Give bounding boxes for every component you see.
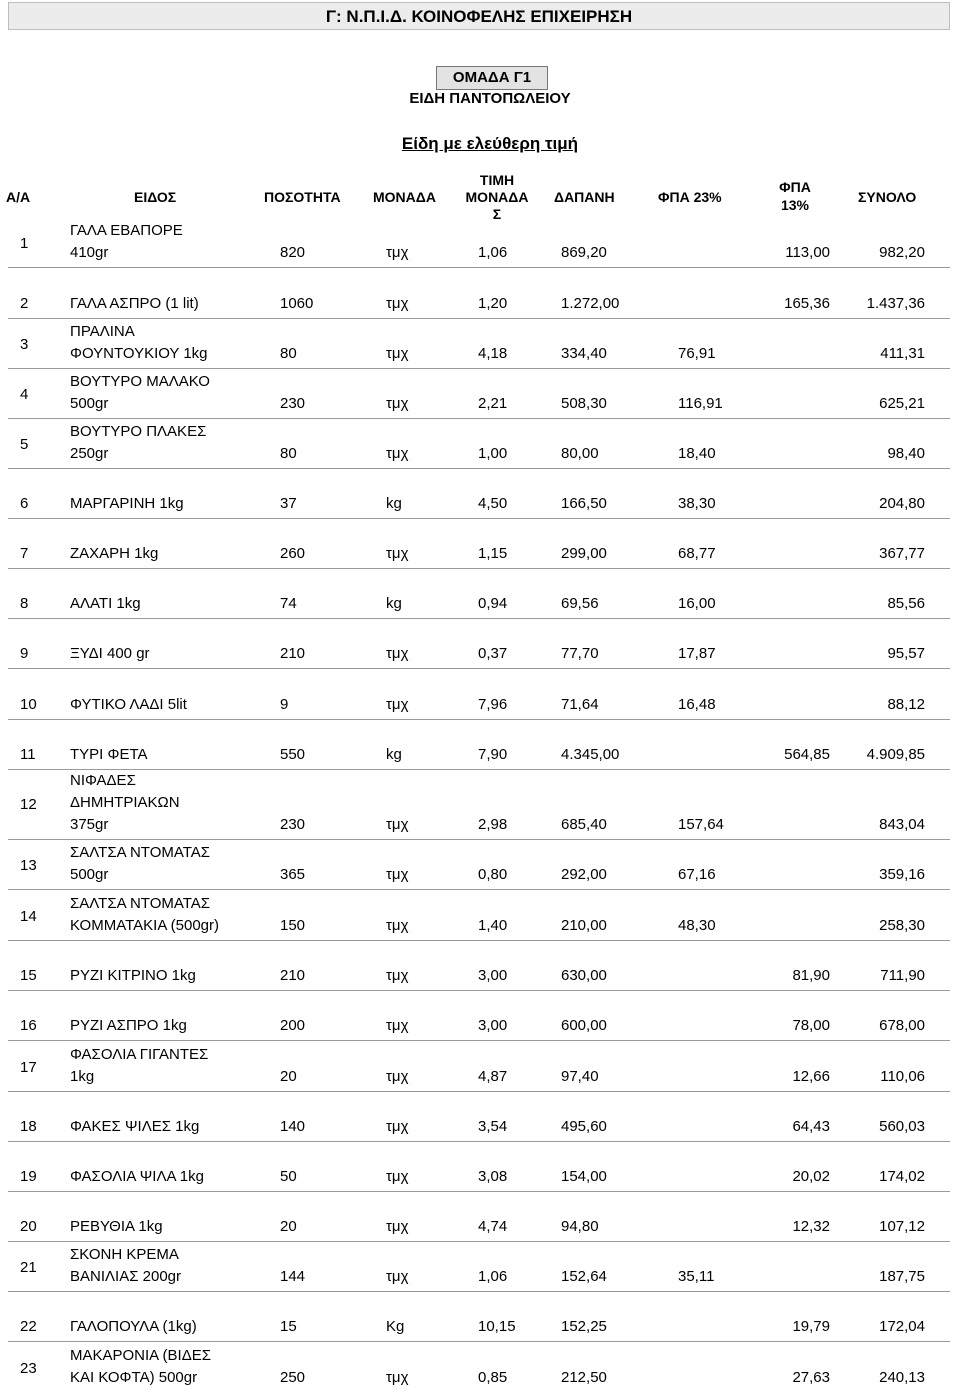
group-label: ΟΜΑΔΑ Γ1 [436, 66, 548, 90]
vat23-value: 18,40 [678, 445, 716, 462]
unit-value: Kg [386, 1318, 405, 1335]
row-number: 14 [20, 908, 37, 925]
row-number: 2 [20, 295, 29, 312]
row-divider [8, 618, 950, 619]
item-name-line: ΖΑΧΑΡΗ 1kg [70, 545, 159, 562]
total-value: 678,00 [879, 1017, 925, 1034]
unit-price-value: 7,90 [478, 746, 508, 763]
expense-value: 508,30 [561, 395, 607, 412]
row-divider [8, 1341, 950, 1342]
expense-value: 80,00 [561, 445, 599, 462]
vat23-value: 17,87 [678, 645, 716, 662]
quantity-value: 140 [280, 1118, 306, 1135]
unit-value: τμχ [386, 1369, 409, 1386]
quantity-value: 150 [280, 917, 306, 934]
unit-price-value: 4,50 [478, 495, 508, 512]
unit-price-value: 0,80 [478, 866, 508, 883]
unit-price-value: 4,87 [478, 1068, 508, 1085]
row-number: 19 [20, 1168, 37, 1185]
expense-value: 4.345,00 [561, 746, 620, 763]
item-name-line: ΝΙΦΑΔΕΣ [70, 772, 136, 789]
row-divider [8, 1291, 950, 1292]
row-number: 3 [20, 336, 29, 353]
total-value: 258,30 [879, 917, 925, 934]
unit-price-value: 1,00 [478, 445, 508, 462]
item-name-line: 375gr [70, 816, 109, 833]
row-divider [8, 1141, 950, 1142]
quantity-value: 50 [280, 1168, 297, 1185]
unit-price-value: 10,15 [478, 1318, 516, 1335]
expense-value: 1.272,00 [561, 295, 620, 312]
item-name-line: ΓΑΛΟΠΟΥΛΑ (1kg) [70, 1318, 197, 1335]
col-price-l2: ΜΟΝΑΔΑ [465, 189, 529, 205]
item-name-line: ΒΟΥΤΥΡΟ ΜΑΛΑΚΟ [70, 373, 210, 390]
item-name-line: ΡΥΖΙ ΚΙΤΡΙΝΟ 1kg [70, 967, 196, 984]
item-name-line: ΔΗΜΗΤΡΙΑΚΩΝ [70, 794, 180, 811]
vat23-value: 48,30 [678, 917, 716, 934]
vat13-value: 78,00 [792, 1017, 830, 1034]
item-name-line: ΤΥΡΙ ΦΕΤΑ [70, 746, 148, 763]
unit-price-value: 3,00 [478, 967, 508, 984]
item-name-line: 500gr [70, 866, 109, 883]
row-divider [8, 368, 950, 369]
quantity-value: 230 [280, 816, 306, 833]
quantity-value: 210 [280, 967, 306, 984]
unit-value: τμχ [386, 917, 409, 934]
quantity-value: 210 [280, 645, 306, 662]
item-name-line: ΦΑΚΕΣ ΨΙΛΕΣ 1kg [70, 1118, 200, 1135]
item-name-line: ΣΑΛΤΣΑ ΝΤΟΜΑΤΑΣ [70, 895, 211, 912]
unit-value: τμχ [386, 545, 409, 562]
unit-value: τμχ [386, 1068, 409, 1085]
col-qty: ΠΟΣΟΤΗΤΑ [264, 189, 341, 205]
unit-price-value: 0,37 [478, 645, 508, 662]
item-name-line: ΓΑΛΑ ΕΒΑΠΟΡΕ [70, 222, 183, 239]
quantity-value: 80 [280, 445, 297, 462]
total-value: 560,03 [879, 1118, 925, 1135]
unit-value: τμχ [386, 696, 409, 713]
item-name-line: ΡΕΒΥΘΙΑ 1kg [70, 1218, 163, 1235]
item-name-line: ΣΚΟΝΗ ΚΡΕΜΑ [70, 1246, 179, 1263]
quantity-value: 550 [280, 746, 306, 763]
row-divider [8, 940, 950, 941]
section-heading: Είδη με ελεύθερη τιμή [401, 134, 579, 153]
unit-value: kg [386, 595, 402, 612]
vat23-value: 116,91 [678, 395, 723, 412]
unit-price-value: 7,96 [478, 696, 508, 713]
expense-value: 334,40 [561, 345, 607, 362]
total-value: 625,21 [879, 395, 925, 412]
item-name-line: ΦΑΣΟΛΙΑ ΓΙΓΑΝΤΕΣ [70, 1046, 209, 1063]
item-name-line: ΜΑΚΑΡΟΝΙΑ (ΒΙΔΕΣ [70, 1347, 211, 1364]
expense-value: 69,56 [561, 595, 599, 612]
unit-price-value: 0,94 [478, 595, 508, 612]
expense-value: 292,00 [561, 866, 607, 883]
item-name-line: ΑΛΑΤΙ 1kg [70, 595, 141, 612]
row-divider [8, 1040, 950, 1041]
quantity-value: 200 [280, 1017, 306, 1034]
unit-price-value: 0,85 [478, 1369, 508, 1386]
col-vat13-l2: 13% [780, 197, 810, 213]
col-vat23: ΦΠΑ 23% [658, 189, 722, 205]
quantity-value: 365 [280, 866, 306, 883]
row-number: 8 [20, 595, 29, 612]
row-number: 16 [20, 1017, 37, 1034]
row-number: 10 [20, 696, 37, 713]
quantity-value: 37 [280, 495, 297, 512]
item-name-line: 250gr [70, 445, 109, 462]
row-divider [8, 418, 950, 419]
total-value: 4.909,85 [866, 746, 925, 763]
expense-value: 869,20 [561, 244, 607, 261]
document-title: Γ: Ν.Π.Ι.Δ. ΚΟΙΝΟΦΕΛΗΣ ΕΠΙΧΕΙΡΗΣΗ [8, 2, 950, 30]
vat13-value: 64,43 [792, 1118, 830, 1135]
expense-value: 77,70 [561, 645, 599, 662]
unit-price-value: 3,00 [478, 1017, 508, 1034]
quantity-value: 250 [280, 1369, 306, 1386]
vat23-value: 16,48 [678, 696, 716, 713]
col-price-l1: ΤΙΜΗ [479, 172, 515, 188]
expense-value: 299,00 [561, 545, 607, 562]
item-name-line: ΠΡΑΛΙΝΑ [70, 323, 135, 340]
col-price-l3: Σ [492, 206, 502, 222]
total-value: 204,80 [879, 495, 925, 512]
total-value: 174,02 [879, 1168, 925, 1185]
item-name-line: ΚΑΙ ΚΟΦΤΑ) 500gr [70, 1369, 198, 1386]
row-number: 7 [20, 545, 29, 562]
total-value: 982,20 [879, 244, 925, 261]
total-value: 843,04 [879, 816, 925, 833]
unit-value: τμχ [386, 1017, 409, 1034]
item-name-line: ΣΑΛΤΣΑ ΝΤΟΜΑΤΑΣ [70, 844, 211, 861]
vat23-value: 16,00 [678, 595, 716, 612]
expense-value: 97,40 [561, 1068, 599, 1085]
row-number: 1 [20, 235, 29, 252]
total-value: 110,06 [880, 1068, 925, 1085]
quantity-value: 20 [280, 1068, 297, 1085]
unit-value: τμχ [386, 967, 409, 984]
vat23-value: 35,11 [678, 1268, 715, 1285]
vat23-value: 68,77 [678, 545, 716, 562]
unit-value: τμχ [386, 1218, 409, 1235]
expense-value: 210,00 [561, 917, 607, 934]
item-name-line: ΜΑΡΓΑΡΙΝΗ 1kg [70, 495, 184, 512]
item-name-line: ΞΥΔΙ 400 gr [70, 645, 150, 662]
item-name-line: ΦΟΥΝΤΟΥΚΙΟΥ 1kg [70, 345, 208, 362]
row-number: 11 [20, 746, 36, 763]
row-divider [8, 267, 950, 268]
vat23-value: 157,64 [678, 816, 724, 833]
vat13-value: 20,02 [792, 1168, 830, 1185]
row-divider [8, 568, 950, 569]
row-number: 5 [20, 436, 29, 453]
quantity-value: 260 [280, 545, 306, 562]
row-number: 13 [20, 857, 37, 874]
unit-value: τμχ [386, 445, 409, 462]
unit-price-value: 1,15 [478, 545, 508, 562]
unit-value: τμχ [386, 866, 409, 883]
unit-price-value: 2,98 [478, 816, 508, 833]
expense-value: 600,00 [561, 1017, 607, 1034]
row-number: 17 [20, 1059, 37, 1076]
row-number: 6 [20, 495, 29, 512]
item-name-line: 500gr [70, 395, 109, 412]
quantity-value: 15 [280, 1318, 297, 1335]
unit-value: τμχ [386, 345, 409, 362]
expense-value: 94,80 [561, 1218, 599, 1235]
unit-value: τμχ [386, 1118, 409, 1135]
row-divider [8, 318, 950, 319]
row-number: 12 [20, 796, 37, 813]
unit-price-value: 1,40 [478, 917, 508, 934]
row-divider [8, 719, 950, 720]
row-number: 18 [20, 1118, 37, 1135]
vat13-value: 19,79 [792, 1318, 830, 1335]
row-divider [8, 1191, 950, 1192]
unit-price-value: 1,06 [478, 244, 508, 261]
row-divider [8, 518, 950, 519]
quantity-value: 9 [280, 696, 289, 713]
quantity-value: 74 [280, 595, 297, 612]
row-divider [8, 990, 950, 991]
unit-price-value: 4,74 [478, 1218, 508, 1235]
expense-value: 212,50 [561, 1369, 607, 1386]
unit-price-value: 1,06 [478, 1268, 508, 1285]
row-divider [8, 769, 950, 770]
col-item: ΕΙΔΟΣ [134, 189, 177, 205]
col-total: ΣΥΝΟΛΟ [858, 189, 917, 205]
unit-price-value: 3,54 [478, 1118, 508, 1135]
vat13-value: 12,66 [792, 1068, 830, 1085]
unit-price-value: 1,20 [478, 295, 508, 312]
row-number: 15 [20, 967, 37, 984]
item-name-line: ΚΟΜΜΑΤΑΚΙΑ (500gr) [70, 917, 220, 934]
total-value: 85,56 [887, 595, 925, 612]
row-divider [8, 1091, 950, 1092]
total-value: 172,04 [879, 1318, 925, 1335]
total-value: 1.437,36 [866, 295, 925, 312]
quantity-value: 20 [280, 1218, 297, 1235]
unit-value: τμχ [386, 1168, 409, 1185]
item-name-line: ΦΑΣΟΛΙΑ ΨΙΛΑ 1kg [70, 1168, 204, 1185]
expense-value: 166,50 [561, 495, 607, 512]
unit-value: τμχ [386, 1268, 409, 1285]
item-name-line: ΓΑΛΑ ΑΣΠΡΟ (1 lit) [70, 295, 199, 312]
row-divider [8, 889, 950, 890]
item-name-line: 410gr [70, 244, 109, 261]
vat13-value: 12,32 [792, 1218, 830, 1235]
unit-price-value: 2,21 [478, 395, 508, 412]
item-name-line: ΒΟΥΤΥΡΟ ΠΛΑΚΕΣ [70, 423, 207, 440]
row-number: 22 [20, 1318, 37, 1335]
row-number: 4 [20, 386, 29, 403]
row-divider [8, 668, 950, 669]
unit-value: kg [386, 495, 402, 512]
total-value: 367,77 [879, 545, 925, 562]
quantity-value: 1060 [280, 295, 314, 312]
quantity-value: 230 [280, 395, 306, 412]
total-value: 240,13 [879, 1369, 925, 1386]
vat23-value: 76,91 [678, 345, 716, 362]
total-value: 711,90 [880, 967, 925, 984]
row-number: 20 [20, 1218, 37, 1235]
total-value: 107,12 [879, 1218, 925, 1235]
vat13-value: 113,00 [785, 244, 830, 261]
vat13-value: 81,90 [792, 967, 830, 984]
expense-value: 152,25 [561, 1318, 607, 1335]
unit-value: τμχ [386, 816, 409, 833]
expense-value: 152,64 [561, 1268, 607, 1285]
vat13-value: 564,85 [784, 746, 830, 763]
expense-value: 71,64 [561, 696, 599, 713]
row-number: 21 [20, 1259, 37, 1276]
unit-value: kg [386, 746, 402, 763]
total-value: 95,57 [887, 645, 925, 662]
category-subtitle: ΕΙΔΗ ΠΑΝΤΟΠΩΛΕΙΟΥ [409, 90, 571, 107]
item-name-line: ΦΥΤΙΚΟ ΛΑΔΙ 5lit [70, 696, 187, 713]
expense-value: 685,40 [561, 816, 607, 833]
unit-value: τμχ [386, 645, 409, 662]
row-number: 23 [20, 1360, 37, 1377]
col-vat13-l1: ΦΠΑ [779, 179, 811, 195]
row-divider [8, 1241, 950, 1242]
item-name-line: 1kg [70, 1068, 95, 1085]
expense-value: 495,60 [561, 1118, 607, 1135]
expense-value: 154,00 [561, 1168, 607, 1185]
col-expense: ΔΑΠΑΝΗ [554, 189, 615, 205]
row-divider [8, 839, 950, 840]
unit-price-value: 4,18 [478, 345, 508, 362]
total-value: 411,31 [880, 345, 925, 362]
expense-value: 630,00 [561, 967, 607, 984]
total-value: 359,16 [879, 866, 925, 883]
item-name-line: ΒΑΝΙΛΙΑΣ 200gr [70, 1268, 182, 1285]
total-value: 98,40 [887, 445, 925, 462]
row-divider [8, 468, 950, 469]
unit-price-value: 3,08 [478, 1168, 508, 1185]
quantity-value: 820 [280, 244, 306, 261]
vat13-value: 165,36 [784, 295, 830, 312]
col-unit: ΜΟΝΑΔΑ [373, 189, 436, 205]
vat23-value: 38,30 [678, 495, 716, 512]
quantity-value: 144 [280, 1268, 306, 1285]
total-value: 187,75 [879, 1268, 925, 1285]
total-value: 88,12 [887, 696, 925, 713]
quantity-value: 80 [280, 345, 297, 362]
row-number: 9 [20, 645, 29, 662]
item-name-line: ΡΥΖΙ ΑΣΠΡΟ 1kg [70, 1017, 187, 1034]
vat23-value: 67,16 [678, 866, 716, 883]
unit-value: τμχ [386, 295, 409, 312]
unit-value: τμχ [386, 395, 409, 412]
col-aa: Α/Α [6, 189, 31, 205]
unit-value: τμχ [386, 244, 409, 261]
vat13-value: 27,63 [792, 1369, 830, 1386]
